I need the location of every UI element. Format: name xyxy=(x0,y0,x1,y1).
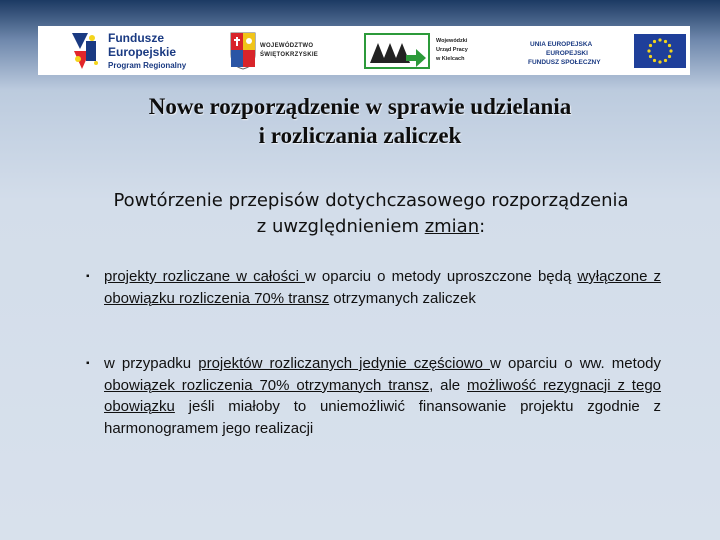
bullet-marker: ▪ xyxy=(86,271,90,282)
bullet-marker: ▪ xyxy=(86,358,90,369)
coat-of-arms-icon xyxy=(230,32,256,70)
eu-logo xyxy=(522,26,692,75)
bullet-1-part-3: wyłączone z obowiązku rozliczenia 70% transz xyxy=(104,268,662,307)
bullet-2-part-7: jeśli miałoby to uniemożliwić finansowanie projektu zgodnie z harmonogramem jego realizacji xyxy=(104,398,661,437)
slide-subtitle xyxy=(0,188,720,240)
eu-flag-icon xyxy=(634,34,686,68)
fundusze-line1: Fundusze xyxy=(108,31,164,45)
subtitle-line-2-end: : xyxy=(479,216,486,237)
wup-line1: Wojewódzki xyxy=(436,38,468,44)
bullet-list xyxy=(86,266,661,439)
wojewodztwo-line2: ŚWIĘTOKRZYSKIE xyxy=(260,52,319,58)
title-line-2: i rozliczania zaliczek xyxy=(258,123,462,148)
bullet-2-part-6: możliwość rezygnacji z tego obowiązku xyxy=(104,376,662,415)
wup-emblem-icon xyxy=(364,33,430,69)
wup-logo xyxy=(362,26,502,75)
bullet-2-part-2: projektów rozliczanych jedynie częściowo xyxy=(198,355,491,372)
ue-line3: FUNDUSZ SPOŁECZNY xyxy=(528,59,601,66)
ue-line1: UNIA EUROPEJSKA xyxy=(530,41,593,48)
subtitle-underlined: zmian xyxy=(424,216,480,237)
bullet-1-part-4: otrzymanych zaliczek xyxy=(329,289,476,307)
bullet-1-part-2: w oparciu o metody uproszczone będą xyxy=(305,268,578,285)
slide-title xyxy=(0,92,720,150)
fundusze-europejskie-logo xyxy=(70,26,230,75)
fundusze-line3: Program Regionalny xyxy=(108,61,187,70)
ue-line2: EUROPEJSKI xyxy=(546,50,588,57)
wup-line3: w Kielcach xyxy=(436,56,465,62)
title-line-1: Nowe rozporządzenie w sprawie udzielania xyxy=(148,94,572,119)
wojewodztwo-logo xyxy=(228,26,348,75)
bullet-1-part-1: projekty rozliczane w całości xyxy=(104,268,306,285)
bullet-2-part-4: obowiązek rozliczenia 70% otrzymanych transz xyxy=(104,376,430,394)
subtitle-line-2-start: z uwzględnieniem xyxy=(256,216,425,237)
wup-line2: Urząd Pracy xyxy=(436,47,468,53)
logo-bar xyxy=(38,26,690,75)
bullet-2-part-5: , ale xyxy=(429,376,468,394)
subtitle-line-1: Powtórzenie przepisów dotychczasowego rozporządzenia xyxy=(113,190,629,211)
wojewodztwo-line1: WOJEWÓDZTWO xyxy=(260,43,314,49)
subtitle-line-2 xyxy=(0,214,720,240)
eu-funds-flag-icon xyxy=(70,29,100,73)
bullet-item-1 xyxy=(86,266,661,309)
bullet-item-2 xyxy=(86,353,661,439)
bullet-2-part-1: w przypadku xyxy=(104,355,199,372)
bullet-2-part-3: w oparciu o ww. metody xyxy=(490,355,661,372)
fundusze-line2: Europejskie xyxy=(108,45,177,59)
